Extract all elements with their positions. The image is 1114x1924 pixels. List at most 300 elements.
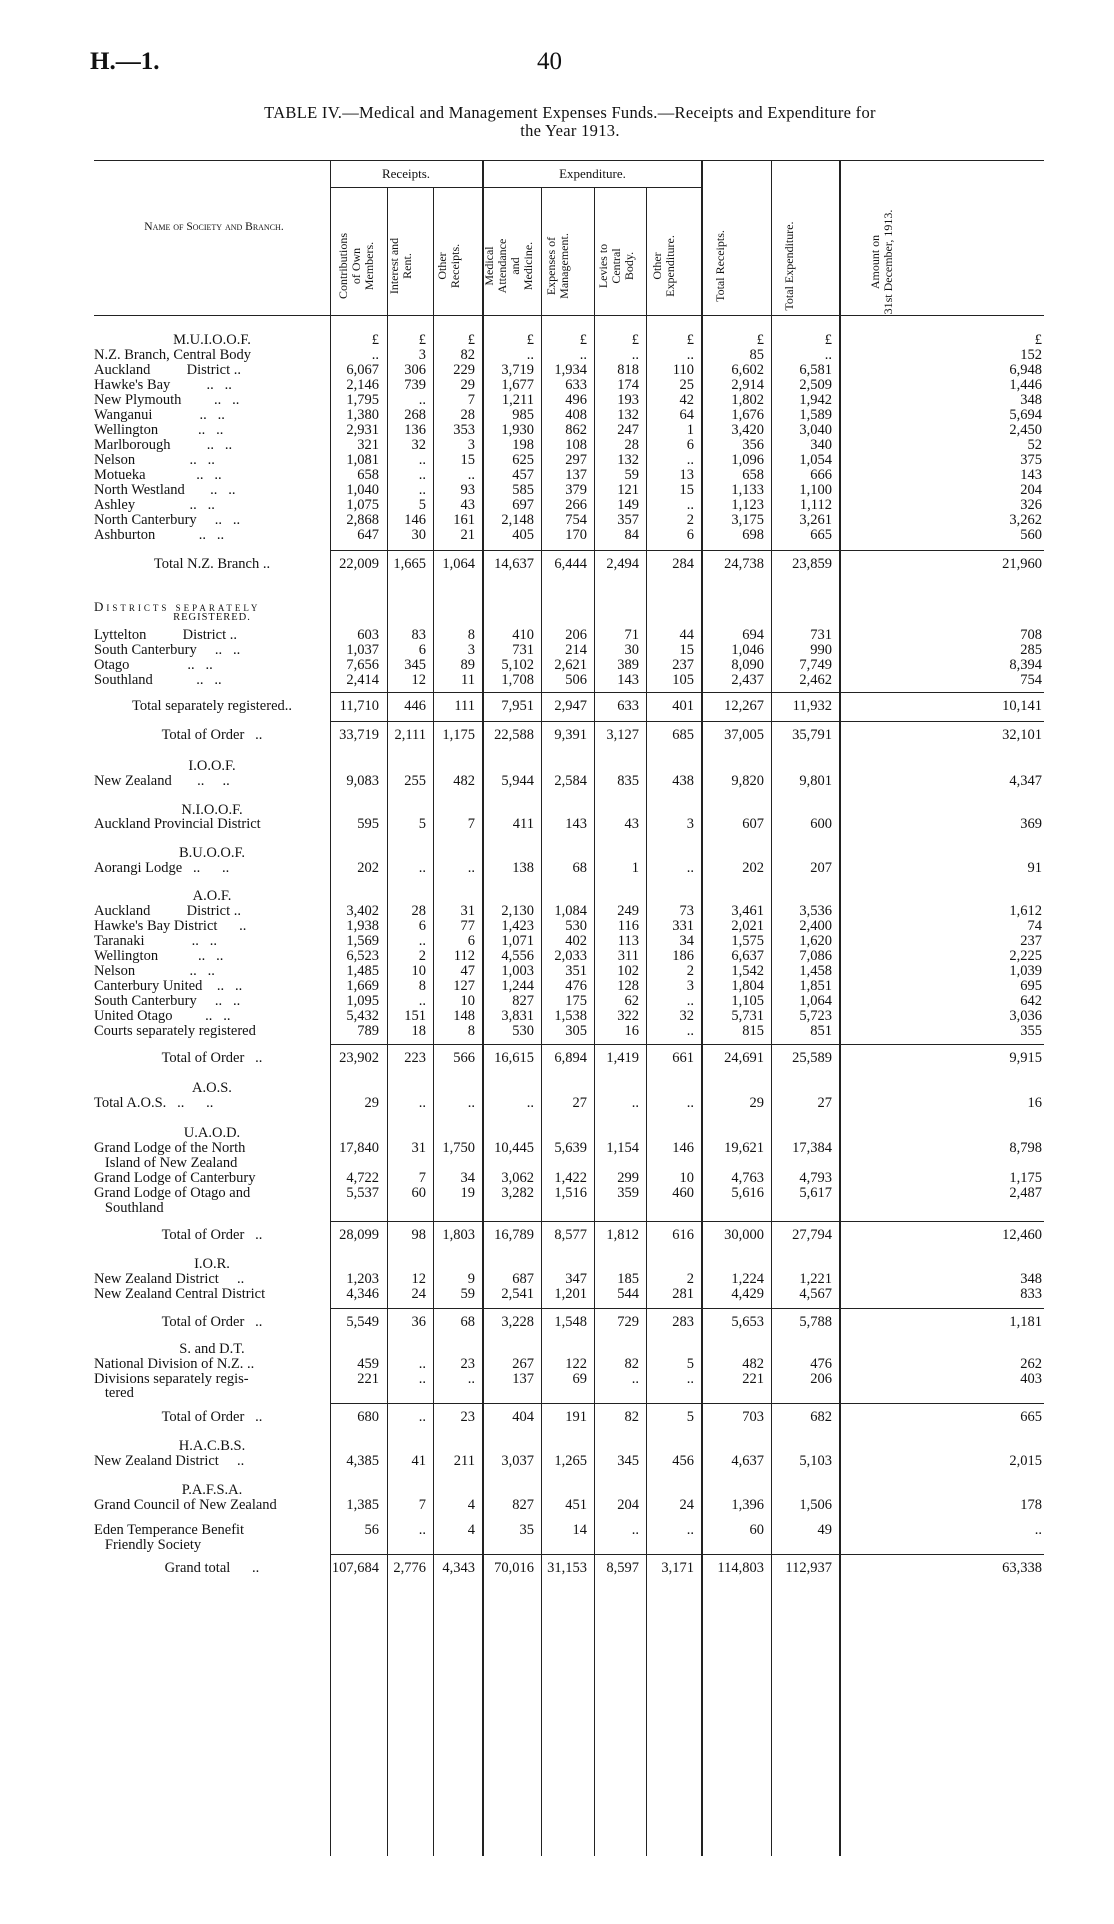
cell-value: 9,391 xyxy=(554,727,587,743)
cell-value: 4,637 xyxy=(731,1453,764,1469)
cell-value: .. xyxy=(418,467,426,483)
col-header-total-expenditure: Total Expenditure. xyxy=(782,221,796,311)
cell-value: 98 xyxy=(411,1227,426,1243)
cell-value: .. xyxy=(824,347,832,363)
col-divider xyxy=(330,160,331,1856)
cell-value: 70,016 xyxy=(494,1560,534,1576)
cell-value: 1,396 xyxy=(731,1497,764,1513)
cell-value: .. xyxy=(418,1371,426,1387)
cell-value: 345 xyxy=(404,657,426,673)
row-name: Southland xyxy=(94,1200,164,1216)
cell-value: 851 xyxy=(810,1023,832,1039)
cell-value: 530 xyxy=(565,918,587,934)
cell-value: .. xyxy=(686,497,694,513)
cell-value: 1,419 xyxy=(606,1050,639,1066)
cell-value: 862 xyxy=(565,422,587,438)
cell-value: 268 xyxy=(404,407,426,423)
cell-value: £ xyxy=(631,332,639,348)
cell-value: 600 xyxy=(810,816,832,832)
cell-value: .. xyxy=(418,482,426,498)
cell-value: 138 xyxy=(512,860,534,876)
cell-value: 29 xyxy=(460,377,475,393)
cell-value: 827 xyxy=(512,993,534,1009)
cell-value: 285 xyxy=(1020,642,1042,658)
expenditure-group-rule xyxy=(484,187,701,188)
cell-value: .. xyxy=(418,392,426,408)
cell-value: 5,944 xyxy=(501,773,534,789)
cell-value: 1,676 xyxy=(731,407,764,423)
cell-value: £ xyxy=(371,332,379,348)
cell-value: 2,462 xyxy=(799,672,832,688)
cell-value: 43 xyxy=(624,816,639,832)
cell-value: 5,103 xyxy=(799,1453,832,1469)
cell-value: 37,005 xyxy=(724,727,764,743)
cell-value: 6 xyxy=(418,642,426,658)
cell-value: 10,445 xyxy=(494,1140,534,1156)
cell-value: 82 xyxy=(624,1356,639,1372)
cell-value: 18 xyxy=(411,1023,426,1039)
cell-value: 1,037 xyxy=(346,642,379,658)
cell-value: 10,141 xyxy=(1002,698,1042,714)
row-name: N.I.O.O.F. xyxy=(181,802,243,818)
cell-value: 12 xyxy=(411,672,426,688)
cell-value: 5 xyxy=(686,1409,694,1425)
cell-value: 2,541 xyxy=(501,1286,534,1302)
cell-value: 8,798 xyxy=(1009,1140,1042,1156)
cell-value: 68 xyxy=(460,1314,475,1330)
cell-value: 1,423 xyxy=(501,918,534,934)
cell-value: 7 xyxy=(467,816,475,832)
row-name: New Zealand District .. xyxy=(94,1271,245,1287)
cell-value: .. xyxy=(686,452,694,468)
cell-value: 3,262 xyxy=(1009,512,1042,528)
cell-value: 108 xyxy=(565,437,587,453)
cell-value: 24 xyxy=(411,1286,426,1302)
cell-value: 8 xyxy=(467,627,475,643)
cell-value: 59 xyxy=(624,467,639,483)
row-name: Districts separately xyxy=(94,599,261,614)
row-name: Canterbury United .. .. xyxy=(94,978,243,994)
cell-value: 1,677 xyxy=(501,377,534,393)
cell-value: 379 xyxy=(565,482,587,498)
cell-value: 340 xyxy=(810,437,832,453)
cell-value: 5,102 xyxy=(501,657,534,673)
cell-value: 21 xyxy=(460,527,475,543)
cell-value: .. xyxy=(686,860,694,876)
cell-value: 84 xyxy=(624,527,639,543)
cell-value: 121 xyxy=(617,482,639,498)
cell-value: .. xyxy=(467,467,475,483)
cell-value: 369 xyxy=(1020,816,1042,832)
cell-value: 89 xyxy=(460,657,475,673)
cell-value: 32,101 xyxy=(1002,727,1042,743)
cell-value: 206 xyxy=(810,1371,832,1387)
cell-value: 1,071 xyxy=(501,933,534,949)
cell-value: .. xyxy=(418,933,426,949)
cell-value: 3,037 xyxy=(501,1453,534,1469)
cell-value: 8,090 xyxy=(731,657,764,673)
cell-value: 1,812 xyxy=(606,1227,639,1243)
col-divider xyxy=(646,188,647,1856)
cell-value: 1,750 xyxy=(442,1140,475,1156)
cell-value: 3,461 xyxy=(731,903,764,919)
cell-value: 1,181 xyxy=(1009,1314,1042,1330)
row-name: Marlborough .. .. xyxy=(94,437,233,453)
cell-value: 789 xyxy=(357,1023,379,1039)
cell-value: 355 xyxy=(1020,1023,1042,1039)
cell-value: 114,803 xyxy=(717,1560,764,1576)
cell-value: 2,487 xyxy=(1009,1185,1042,1201)
cell-value: 284 xyxy=(672,556,694,572)
cell-value: 2,146 xyxy=(346,377,379,393)
cell-value: 739 xyxy=(404,377,426,393)
cell-value: 347 xyxy=(565,1271,587,1287)
table-title xyxy=(90,104,1050,140)
cell-value: 1,708 xyxy=(501,672,534,688)
cell-value: .. xyxy=(418,1095,426,1111)
cell-value: 112 xyxy=(453,948,475,964)
col-divider xyxy=(594,188,595,1856)
cell-value: 3,036 xyxy=(1009,1008,1042,1024)
row-name: U.A.O.D. xyxy=(183,1125,241,1141)
cell-value: 990 xyxy=(810,642,832,658)
cell-value: 30,000 xyxy=(724,1227,764,1243)
cell-value: 77 xyxy=(460,918,475,934)
cell-value: 305 xyxy=(565,1023,587,1039)
cell-value: 143 xyxy=(617,672,639,688)
cell-value: 30 xyxy=(411,527,426,543)
cell-value: 1,669 xyxy=(346,978,379,994)
cell-value: 122 xyxy=(565,1356,587,1372)
col-divider xyxy=(701,160,703,1856)
cell-value: 411 xyxy=(512,816,534,832)
cell-value: 223 xyxy=(404,1050,426,1066)
cell-value: 311 xyxy=(617,948,639,964)
row-name: Total A.O.S. .. .. xyxy=(94,1095,214,1111)
cell-value: .. xyxy=(467,1371,475,1387)
cell-value: 29 xyxy=(749,1095,764,1111)
cell-value: 633 xyxy=(617,698,639,714)
cell-value: 112,937 xyxy=(785,1560,832,1576)
cell-value: 698 xyxy=(742,527,764,543)
cell-value: 283 xyxy=(672,1314,694,1330)
cell-value: 401 xyxy=(672,698,694,714)
cell-value: 281 xyxy=(672,1286,694,1302)
cell-value: 1,795 xyxy=(346,392,379,408)
cell-value: 33,719 xyxy=(339,727,379,743)
cell-value: 633 xyxy=(565,377,587,393)
cell-value: 348 xyxy=(1020,392,1042,408)
row-name: Island of New Zealand xyxy=(94,1155,238,1171)
cell-value: £ xyxy=(418,332,426,348)
row-name: Total of Order .. xyxy=(161,1227,263,1243)
cell-value: 16,615 xyxy=(494,1050,534,1066)
cell-value: 3,420 xyxy=(731,422,764,438)
cell-value: 7,656 xyxy=(346,657,379,673)
cell-value: 5,537 xyxy=(346,1185,379,1201)
row-name: Ashburton .. .. xyxy=(94,527,225,543)
cell-value: 73 xyxy=(679,903,694,919)
cell-value: £ xyxy=(1034,332,1042,348)
cell-value: 3,175 xyxy=(731,512,764,528)
cell-value: 665 xyxy=(810,527,832,543)
cell-value: 59 xyxy=(460,1286,475,1302)
cell-value: .. xyxy=(418,1356,426,1372)
cell-value: 174 xyxy=(617,377,639,393)
cell-value: 708 xyxy=(1020,627,1042,643)
cell-value: .. xyxy=(526,347,534,363)
cell-value: 31 xyxy=(460,903,475,919)
cell-value: 27 xyxy=(572,1095,587,1111)
col-divider xyxy=(482,160,484,1856)
cell-value: 178 xyxy=(1020,1497,1042,1513)
cell-value: 3,536 xyxy=(799,903,832,919)
row-name: North Canterbury .. .. xyxy=(94,512,241,528)
cell-value: 685 xyxy=(672,727,694,743)
cell-value: 5 xyxy=(418,816,426,832)
cell-value: 111 xyxy=(454,698,475,714)
col-divider xyxy=(541,188,542,1856)
cell-value: 27,794 xyxy=(792,1227,832,1243)
cell-value: 13 xyxy=(679,467,694,483)
cell-value: 357 xyxy=(617,512,639,528)
cell-value: 91 xyxy=(1027,860,1042,876)
row-name: A.O.S. xyxy=(192,1080,232,1096)
cell-value: 2 xyxy=(418,948,426,964)
cell-value: 2,033 xyxy=(554,948,587,964)
cell-value: 82 xyxy=(460,347,475,363)
cell-value: .. xyxy=(371,347,379,363)
cell-value: 1,095 xyxy=(346,993,379,1009)
cell-value: 5,653 xyxy=(731,1314,764,1330)
row-name: B.U.O.O.F. xyxy=(178,845,246,861)
cell-value: 5 xyxy=(418,497,426,513)
cell-value: 32 xyxy=(411,437,426,453)
cell-value: 1,175 xyxy=(1009,1170,1042,1186)
cell-value: 353 xyxy=(453,422,475,438)
cell-value: 16,789 xyxy=(494,1227,534,1243)
cell-value: 306 xyxy=(404,362,426,378)
row-name: South Canterbury .. .. xyxy=(94,642,241,658)
cell-value: 642 xyxy=(1020,993,1042,1009)
cell-value: 2,509 xyxy=(799,377,832,393)
cell-value: 1,040 xyxy=(346,482,379,498)
cell-value: 4,793 xyxy=(799,1170,832,1186)
cell-value: 7 xyxy=(418,1170,426,1186)
cell-value: 202 xyxy=(742,860,764,876)
row-name: New Zealand Central District xyxy=(94,1286,266,1302)
cell-value: 255 xyxy=(404,773,426,789)
cell-value: 60 xyxy=(749,1522,764,1538)
row-name: Courts separately registered xyxy=(94,1023,256,1039)
cell-value: £ xyxy=(756,332,764,348)
cell-value: 625 xyxy=(512,452,534,468)
row-name: Grand Council of New Zealand xyxy=(94,1497,277,1513)
row-name: Total of Order .. xyxy=(161,1314,263,1330)
cell-value: 1,100 xyxy=(799,482,832,498)
cell-value: 1,385 xyxy=(346,1497,379,1513)
total-rule xyxy=(330,550,1044,551)
cell-value: 28,099 xyxy=(339,1227,379,1243)
cell-value: 1 xyxy=(631,860,639,876)
cell-value: 1,612 xyxy=(1009,903,1042,919)
cell-value: 85 xyxy=(749,347,764,363)
cell-value: 1,506 xyxy=(799,1497,832,1513)
cell-value: £ xyxy=(526,332,534,348)
cell-value: 6,444 xyxy=(554,556,587,572)
cell-value: 10 xyxy=(460,993,475,1009)
cell-value: 49 xyxy=(817,1522,832,1538)
row-name: Auckland District .. xyxy=(94,903,241,919)
receipts-group-header: Receipts. xyxy=(381,166,430,181)
cell-value: 2,584 xyxy=(554,773,587,789)
cell-value: 6,602 xyxy=(731,362,764,378)
row-name: New Zealand District .. xyxy=(94,1453,245,1469)
row-name: Nelson .. .. xyxy=(94,963,215,979)
row-name: Total of Order .. xyxy=(161,727,263,743)
cell-value: 1,123 xyxy=(731,497,764,513)
cell-value: 5,788 xyxy=(799,1314,832,1330)
cell-value: 105 xyxy=(672,672,694,688)
cell-value: 7,086 xyxy=(799,948,832,964)
cell-value: 6,581 xyxy=(799,362,832,378)
row-name: N.Z. Branch, Central Body xyxy=(94,347,252,363)
cell-value: 1,938 xyxy=(346,918,379,934)
row-name: Hawke's Bay District .. xyxy=(94,918,247,934)
row-name: Wellington .. .. xyxy=(94,422,224,438)
cell-value: 616 xyxy=(672,1227,694,1243)
cell-value: 56 xyxy=(364,1522,379,1538)
cell-value: 375 xyxy=(1020,452,1042,468)
cell-value: 128 xyxy=(617,978,639,994)
cell-value: £ xyxy=(579,332,587,348)
cell-value: 60 xyxy=(411,1185,426,1201)
row-name: New Zealand .. .. xyxy=(94,773,230,789)
cell-value: 5,617 xyxy=(799,1185,832,1201)
cell-value: 827 xyxy=(512,1497,534,1513)
cell-value: 237 xyxy=(672,657,694,673)
cell-value: 52 xyxy=(1027,437,1042,453)
cell-value: 152 xyxy=(1020,347,1042,363)
cell-value: 35 xyxy=(519,1522,534,1538)
cell-value: 607 xyxy=(742,816,764,832)
row-name: North Westland .. .. xyxy=(94,482,236,498)
cell-value: 1,665 xyxy=(393,556,426,572)
cell-value: 11,932 xyxy=(792,698,832,714)
cell-value: 1,516 xyxy=(554,1185,587,1201)
row-name: Grand Lodge of Otago and xyxy=(94,1185,251,1201)
cell-value: 1,930 xyxy=(501,422,534,438)
cell-value: .. xyxy=(631,1095,639,1111)
cell-value: 4,346 xyxy=(346,1286,379,1302)
cell-value: 6,948 xyxy=(1009,362,1042,378)
col-header-other-expenditure: Other Expenditure. xyxy=(650,235,677,297)
cell-value: 3,062 xyxy=(501,1170,534,1186)
cell-value: 4,567 xyxy=(799,1286,832,1302)
cell-value: 9 xyxy=(467,1271,475,1287)
cell-value: 566 xyxy=(453,1050,475,1066)
cell-value: 351 xyxy=(565,963,587,979)
cell-value: 137 xyxy=(512,1371,534,1387)
cell-value: 697 xyxy=(512,497,534,513)
cell-value: 405 xyxy=(512,527,534,543)
cell-value: 7 xyxy=(467,392,475,408)
cell-value: 603 xyxy=(357,627,379,643)
cell-value: 28 xyxy=(460,407,475,423)
row-name: New Plymouth .. .. xyxy=(94,392,240,408)
cell-value: 23 xyxy=(460,1356,475,1372)
cell-value: 1,422 xyxy=(554,1170,587,1186)
page-number: 40 xyxy=(537,48,562,75)
expenditure-group-header: Expenditure. xyxy=(559,166,626,181)
cell-value: .. xyxy=(418,1522,426,1538)
cell-value: 1,096 xyxy=(731,452,764,468)
row-name: Total separately registered.. xyxy=(131,698,293,714)
cell-value: 530 xyxy=(512,1023,534,1039)
cell-value: 2,400 xyxy=(799,918,832,934)
cell-value: 2 xyxy=(686,1271,694,1287)
cell-value: .. xyxy=(467,1095,475,1111)
cell-value: 1,548 xyxy=(554,1314,587,1330)
row-name: I.O.O.F. xyxy=(188,758,236,774)
cell-value: 3,402 xyxy=(346,903,379,919)
cell-value: .. xyxy=(526,1095,534,1111)
col-header-amount-on-hand: Amount on 31st December, 1913. xyxy=(868,209,895,315)
cell-value: 404 xyxy=(512,1409,534,1425)
row-name: S. and D.T. xyxy=(179,1341,245,1357)
cell-value: 204 xyxy=(617,1497,639,1513)
cell-value: 266 xyxy=(565,497,587,513)
cell-value: 731 xyxy=(512,642,534,658)
cell-value: 6 xyxy=(467,933,475,949)
cell-value: 2,776 xyxy=(393,1560,426,1576)
cell-value: 23 xyxy=(460,1409,475,1425)
cell-value: .. xyxy=(686,993,694,1009)
cell-value: 2,015 xyxy=(1009,1453,1042,1469)
table-top-rule xyxy=(94,160,1044,161)
cell-value: 687 xyxy=(512,1271,534,1287)
cell-value: 7,749 xyxy=(799,657,832,673)
col-header-total-receipts: Total Receipts. xyxy=(713,230,727,302)
cell-value: 408 xyxy=(565,407,587,423)
cell-value: 19,621 xyxy=(724,1140,764,1156)
cell-value: 818 xyxy=(617,362,639,378)
cell-value: 321 xyxy=(357,437,379,453)
cell-value: 9,801 xyxy=(799,773,832,789)
cell-value: £ xyxy=(467,332,475,348)
cell-value: 30 xyxy=(624,642,639,658)
cell-value: 31,153 xyxy=(547,1560,587,1576)
cell-value: 1,175 xyxy=(442,727,475,743)
cell-value: 24,691 xyxy=(724,1050,764,1066)
cell-value: 143 xyxy=(1020,467,1042,483)
cell-value: 3,831 xyxy=(501,1008,534,1024)
cell-value: 1,851 xyxy=(799,978,832,994)
row-name: Grand Lodge of Canterbury xyxy=(94,1170,256,1186)
cell-value: 47 xyxy=(460,963,475,979)
cell-value: 202 xyxy=(357,860,379,876)
cell-value: 6 xyxy=(686,527,694,543)
cell-value: 1,804 xyxy=(731,978,764,994)
cell-value: 175 xyxy=(565,993,587,1009)
cell-value: 506 xyxy=(565,672,587,688)
cell-value: 62 xyxy=(624,993,639,1009)
cell-value: 2,111 xyxy=(394,727,426,743)
cell-value: 2,494 xyxy=(606,556,639,572)
cell-value: 3,127 xyxy=(606,727,639,743)
cell-value: 1,105 xyxy=(731,993,764,1009)
cell-value: 21,960 xyxy=(1002,556,1042,572)
